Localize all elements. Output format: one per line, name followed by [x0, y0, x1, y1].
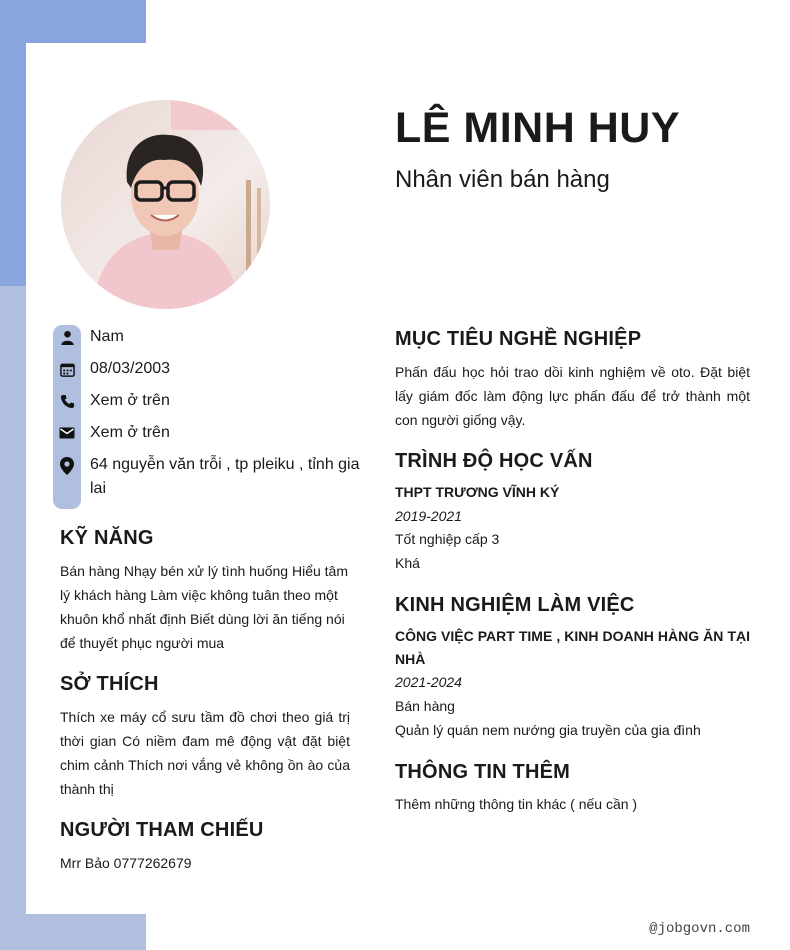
hobbies-text: Thích xe máy cổ sưu tầm đồ chơi theo giá trị thời gian Có niềm đam mê động vật đặt biệt chim cảnh Thích nơi vắng vẻ không ồn ào của thành thị	[60, 709, 350, 797]
education-heading: TRÌNH ĐỘ HỌC VẤN	[395, 450, 593, 472]
avatar	[61, 100, 270, 309]
references-heading: NGƯỜI THAM CHIẾU	[60, 819, 264, 841]
candidate-role: Nhân viên bán hàng	[395, 166, 610, 193]
watermark: @jobgovn.com	[649, 921, 750, 937]
contact-gender: Nam	[90, 328, 124, 345]
experience-role: Bán hàng	[395, 698, 455, 714]
phone-icon	[58, 392, 76, 410]
experience-description: Quản lý quán nem nướng gia truyền của gia đình	[395, 722, 701, 738]
location-pin-icon	[58, 457, 76, 475]
education-grade: Khá	[395, 555, 420, 571]
contact-phone: Xem ở trên	[90, 392, 170, 409]
extra-info-text: Thêm những thông tin khác ( nếu cần )	[395, 796, 638, 812]
candidate-name: LÊ MINH HUY	[395, 104, 680, 152]
person-icon	[58, 328, 76, 346]
education-school: THPT TRƯƠNG VĨNH KÝ	[395, 484, 560, 500]
contact-address: 64 nguyễn văn trỗi , tp pleiku , tỉnh gia lai	[90, 456, 360, 497]
contact-email: Xem ở trên	[90, 424, 170, 441]
calendar-icon	[58, 360, 76, 378]
objective-text: Phấn đấu học hỏi trao dồi kinh nghiệm về oto. Đặt biệt lấy giám đốc làm động lực phấn đấu để trở thành một con người giống vậy.	[395, 364, 750, 428]
contact-icon-rail	[53, 325, 81, 509]
skills-text: Bán hàng Nhạy bén xử lý tình huống Hiểu tâm lý khách hàng Làm việc không tuân theo một khuôn khổ nhất định Biết dùng lời ăn tiếng nói để thuyết phục người mua	[60, 563, 348, 651]
avatar-photo	[61, 100, 270, 309]
objective-heading: MỤC TIÊU NGHỀ NGHIỆP	[395, 328, 642, 350]
extra-info-heading: THÔNG TIN THÊM	[395, 761, 571, 783]
education-period: 2019-2021	[395, 508, 462, 524]
experience-period: 2021-2024	[395, 674, 462, 690]
mail-icon	[58, 424, 76, 442]
hobbies-heading: SỞ THÍCH	[60, 673, 159, 695]
references-text: Mrr Bảo 0777262679	[60, 855, 192, 871]
experience-position: CÔNG VIỆC PART TIME , KINH DOANH HÀNG ĂN TẠI NHÀ	[395, 628, 750, 667]
education-detail: Tốt nghiệp cấp 3	[395, 531, 500, 547]
experience-heading: KINH NGHIỆM LÀM VIỆC	[395, 594, 635, 616]
contact-birthdate: 08/03/2003	[90, 360, 171, 377]
skills-heading: KỸ NĂNG	[60, 527, 154, 549]
